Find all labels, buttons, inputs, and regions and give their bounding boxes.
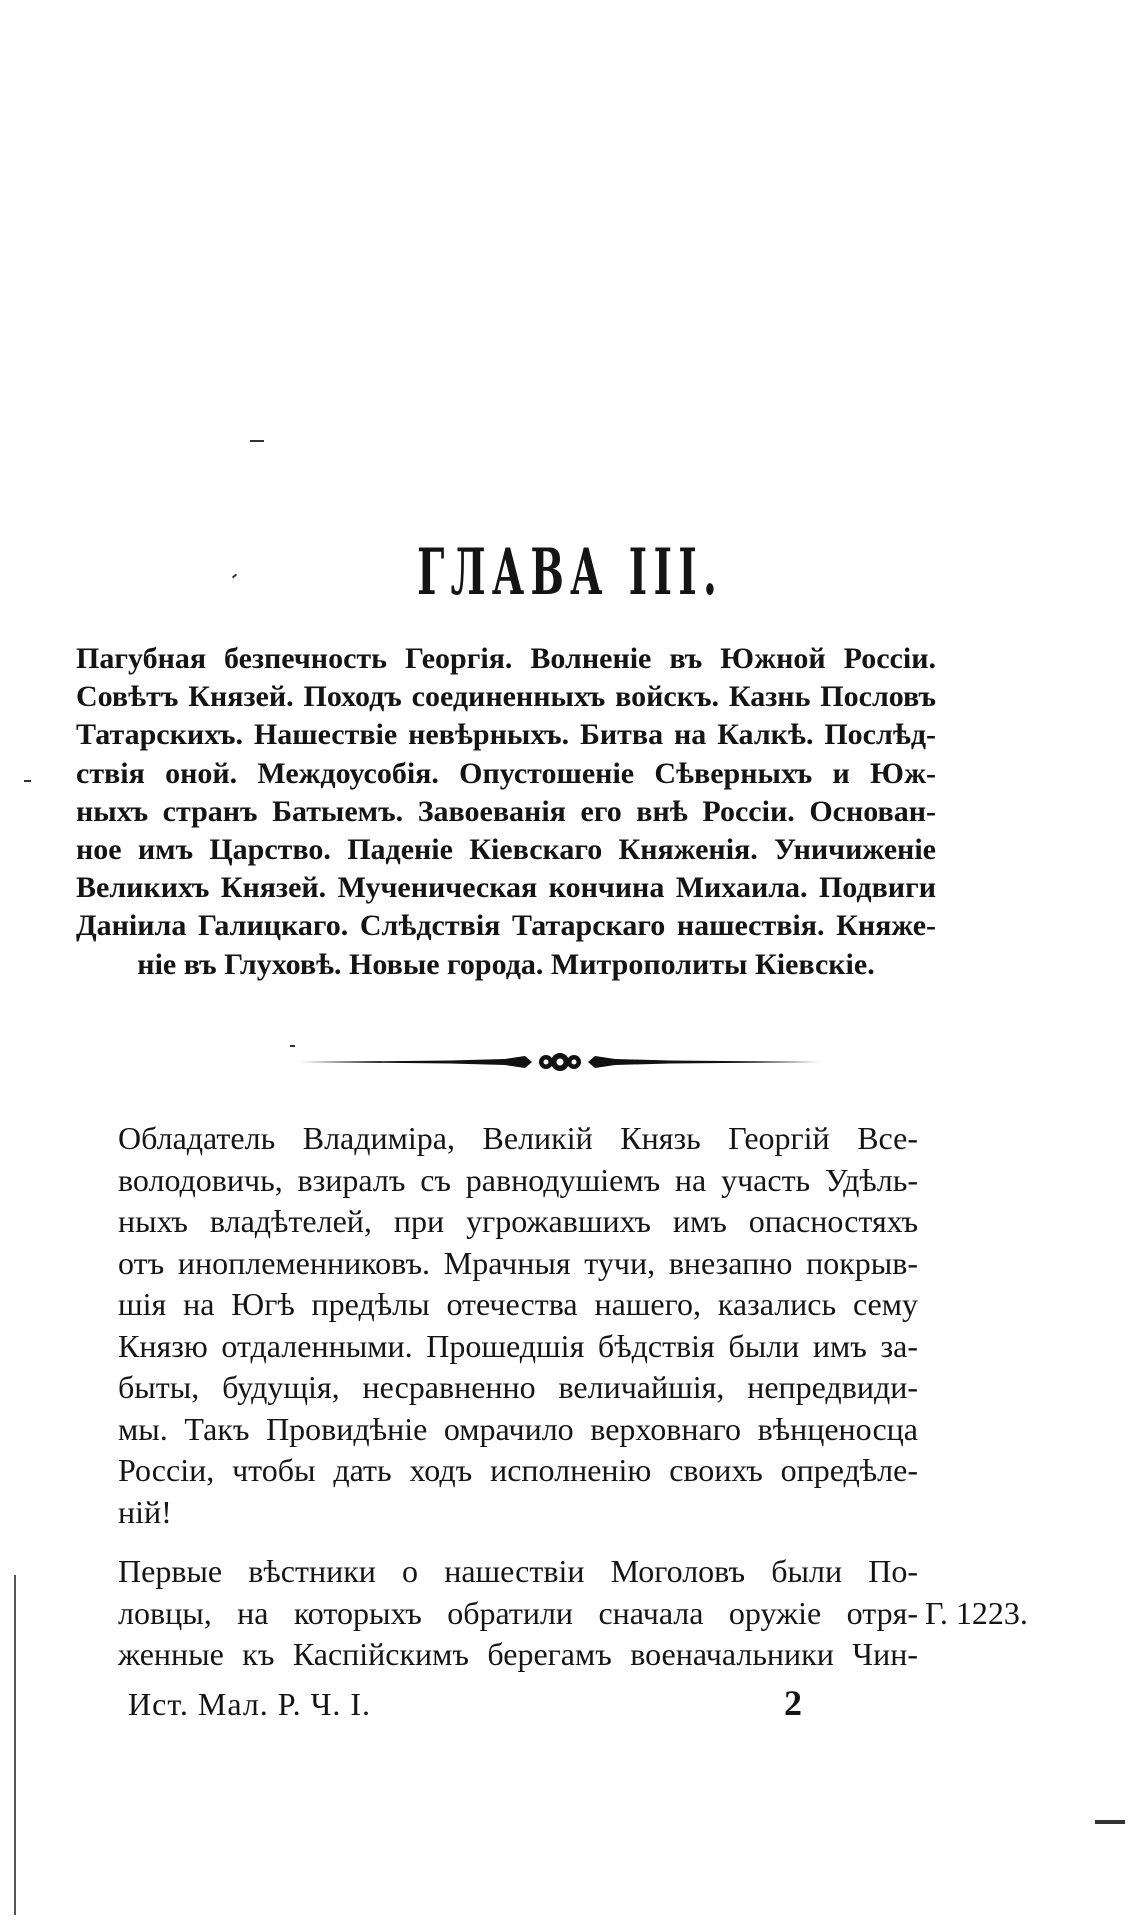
text-line: быты, будущія, несравненно величайшія, непредвиди- (118, 1369, 918, 1405)
scan-speck (1095, 1820, 1125, 1824)
summary-line: Даніила Галицкаго. Слѣдствія Татарскаго нашествія. Княже- (76, 909, 936, 943)
chapter-summary (76, 640, 936, 984)
text-line: володовичь, взиралъ съ равнодушіемъ на участь Удѣль- (118, 1161, 918, 1198)
summary-line: ныхъ странъ Батыемъ. Завоеванія его внѣ Россіи. Основан- (76, 794, 936, 828)
summary-line: ніе въ Глуховѣ. Новые города. Митрополиты Кіевскіе. (137, 947, 875, 981)
summary-line: Пагубная безпечность Георгія. Волненіе въ Южной Россіи. (76, 642, 936, 675)
scan-speck (290, 1045, 295, 1047)
text-line: Первые вѣстники о нашествіи Моголовъ были По- (118, 1553, 918, 1589)
text-line: женные къ Каспійскимъ берегамъ военачальники Чин- (118, 1636, 918, 1672)
text-line: Князю отдаленными. Прошедшія бѣдствія были имъ за- (118, 1327, 918, 1364)
summary-line: Совѣтъ Князей. Походъ соединенныхъ войскъ. Казнь Пословъ (76, 680, 936, 714)
summary-line: ствія оной. Междоусобія. Опустошеніе Сѣверныхъ и Юж- (76, 756, 936, 790)
main-text (118, 1118, 918, 1676)
chapter-title: ГЛАВА III. (417, 535, 723, 610)
summary-line: Великихъ Князей. Мученическая кончина Михаила. Подвиги (76, 871, 936, 905)
text-line: отъ иноплеменниковъ. Мрачныя тучи, внезапно покрыв- (118, 1244, 918, 1281)
text-line: мы. Такъ Провидѣніе омрачило верховнаго вѣнценосца (118, 1410, 918, 1447)
gathering-number: 2 (784, 1683, 802, 1723)
paragraph-gap (118, 1533, 918, 1551)
text-line: ній! (118, 1493, 172, 1530)
scan-edge-line (14, 1575, 16, 1915)
summary-line: ное имъ Царство. Паденіе Кіевскаго Княженія. Уничиженіе (76, 833, 936, 867)
margin-date-note: Г. 1223. (925, 1595, 1028, 1631)
text-line: Россіи, чтобы дать ходъ исполненію своихъ опредѣле- (118, 1452, 918, 1488)
text-line: шія на Югѣ предѣлы отечества нашего, казались сему (118, 1286, 918, 1322)
summary-line: Татарскихъ. Нашествіе невѣрныхъ. Битва на Калкѣ. Послѣд- (76, 718, 936, 752)
text-line: Обладатель Владиміра, Великій Князь Георгій Все- (118, 1120, 918, 1156)
text-line: ныхъ владѣтелей, при угрожавшихъ имъ опасностяхъ (118, 1203, 918, 1239)
text-line: ловцы, на которыхъ обратили сначала оружіе отря- (118, 1594, 918, 1631)
signature-mark: Ист. Мал. Р. Ч. I. (128, 1686, 372, 1722)
scan-speck (24, 780, 31, 782)
scan-speck (250, 440, 264, 442)
ornament-divider (300, 1047, 820, 1077)
